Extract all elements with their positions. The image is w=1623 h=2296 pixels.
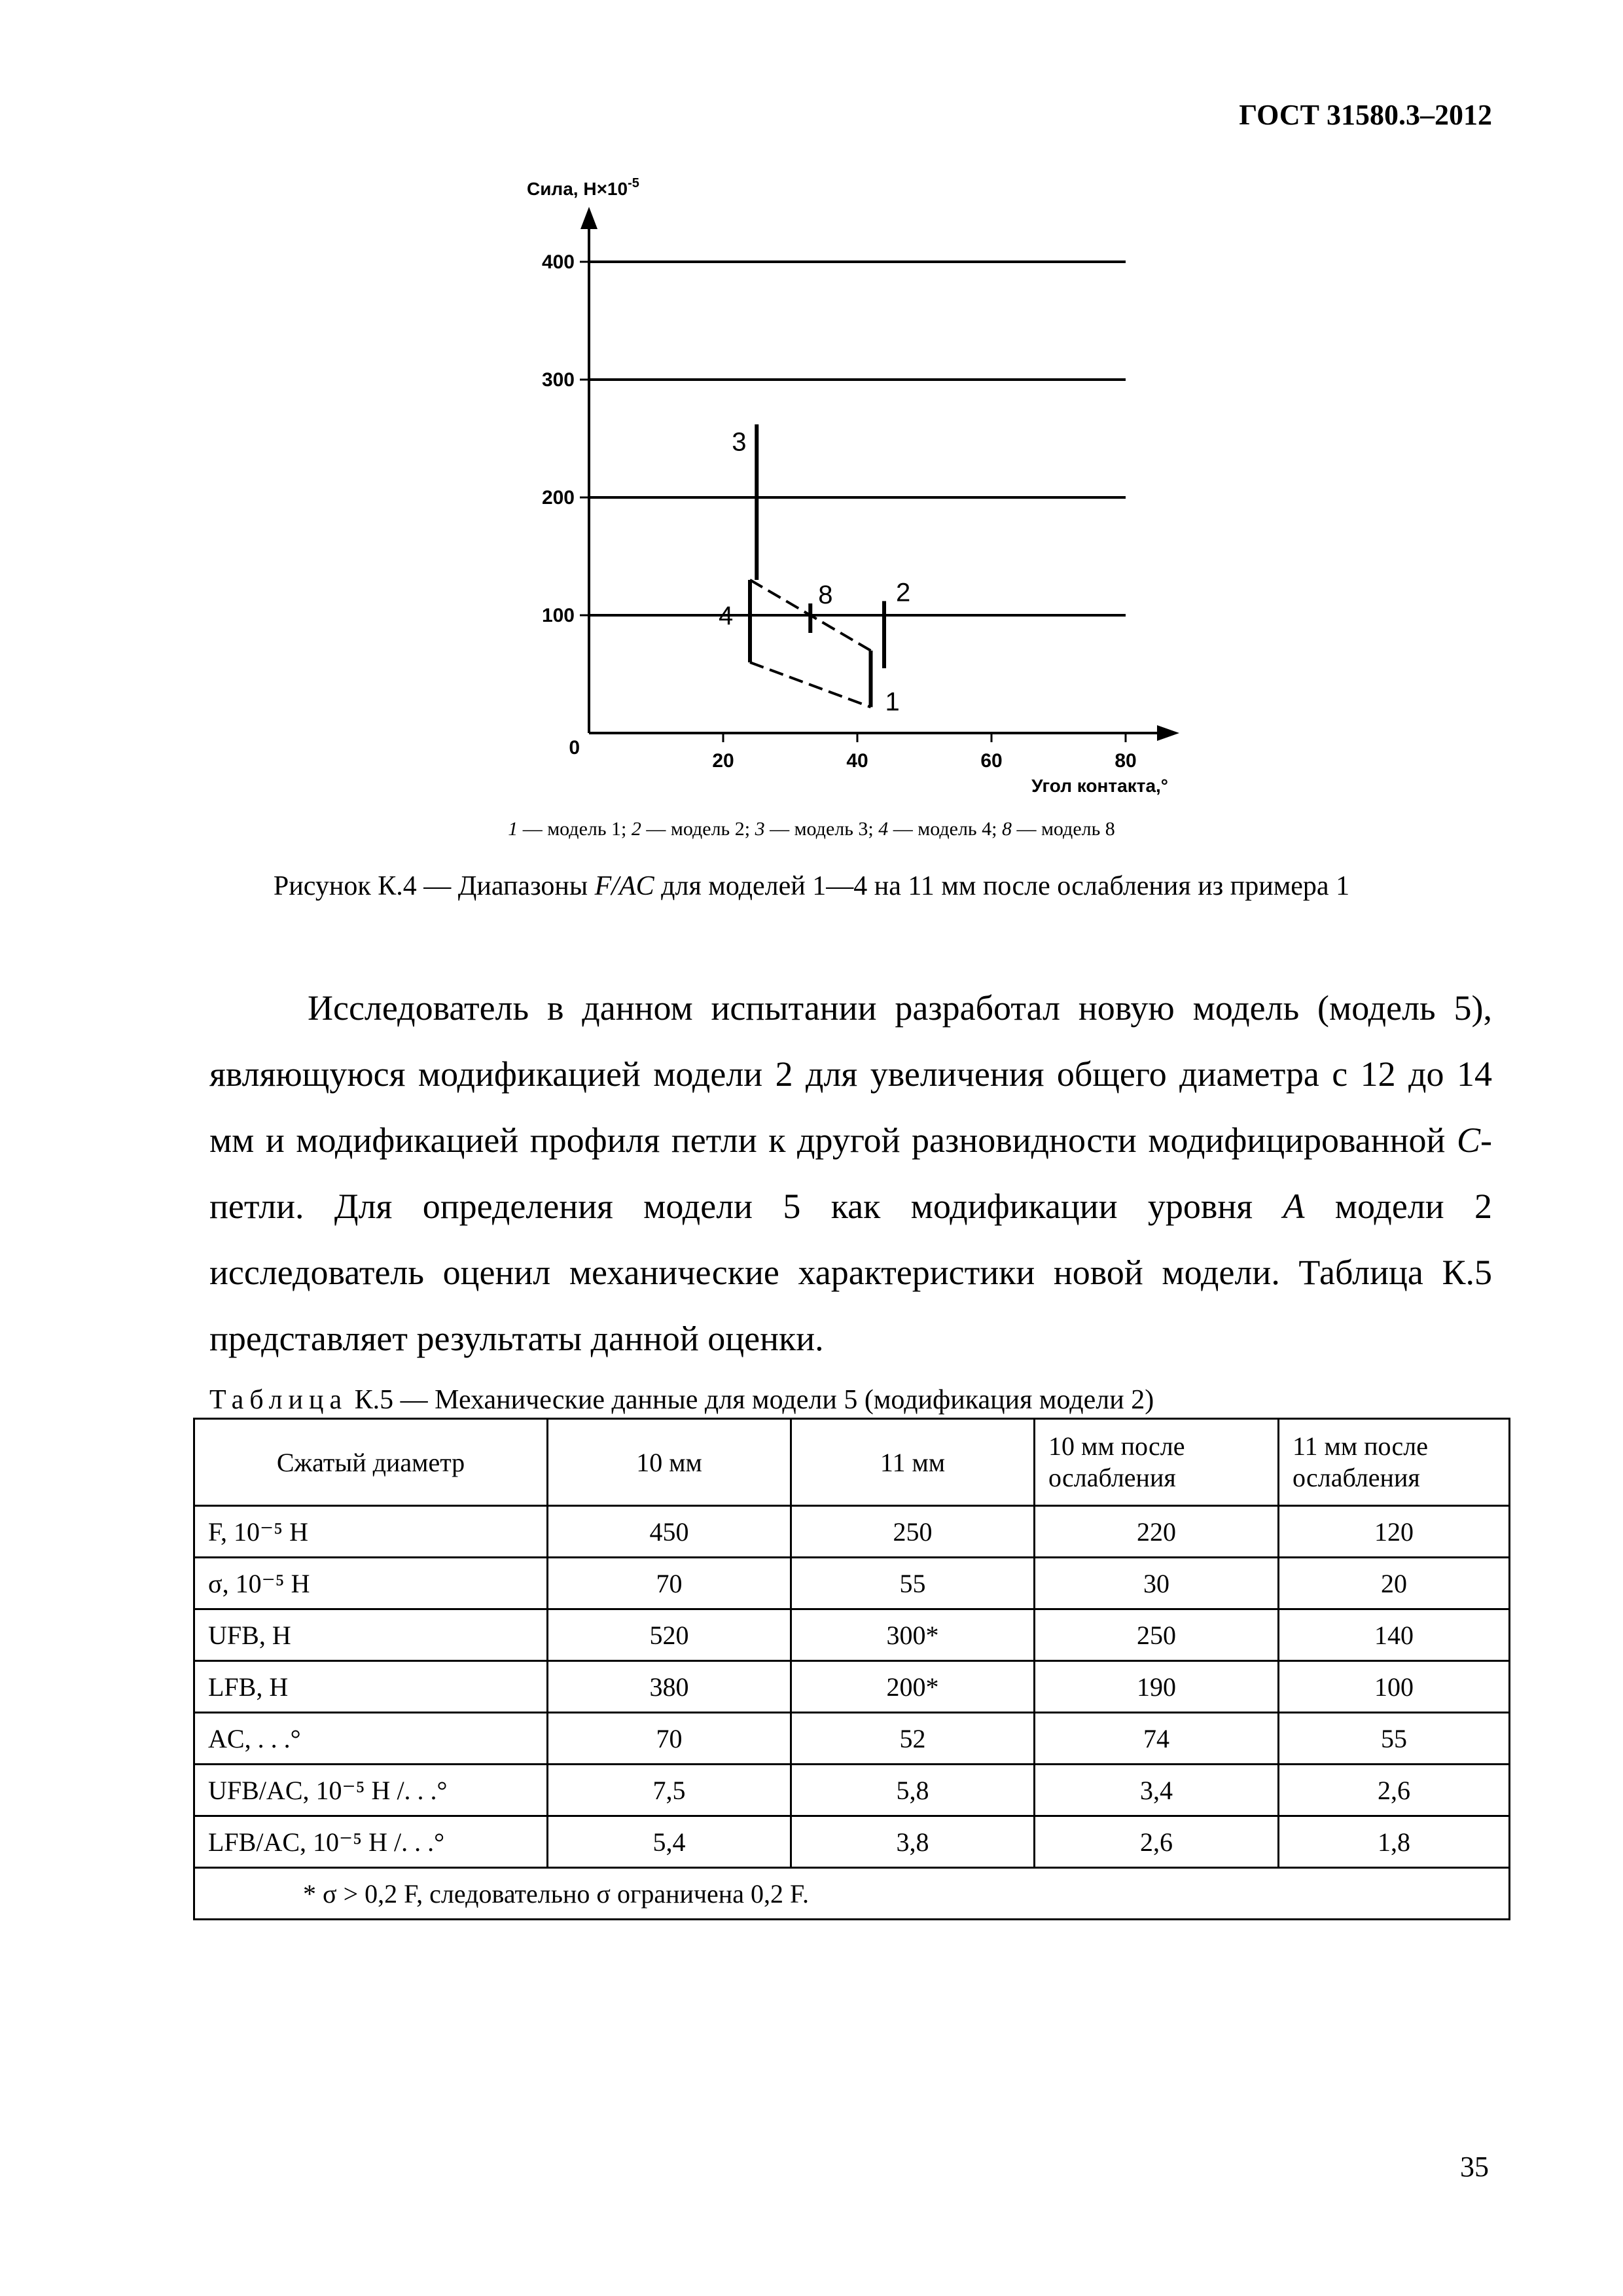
y-axis-label: Сила, $Н\times 10^{-5}$: [527, 176, 639, 199]
y-tick-label: 300: [541, 369, 575, 391]
chart-labels: [527, 176, 1168, 796]
row-label: F, 10⁻⁵ Н: [194, 1506, 548, 1558]
x-tick-label: 20: [712, 750, 734, 772]
table-row: [194, 1558, 1510, 1609]
table-cell: 2,6: [1035, 1816, 1279, 1868]
table-footnote: * σ > 0,2 F, следовательно σ ограничена 0,2 F.: [194, 1868, 1510, 1920]
table-cell: 74: [1035, 1713, 1279, 1765]
table-cell: 30: [1035, 1558, 1279, 1609]
table-cell: 70: [548, 1558, 791, 1609]
range-link: [750, 662, 871, 707]
legend-item-8: 8 — модель 8: [1001, 818, 1115, 840]
table-header: 11 мм: [791, 1419, 1035, 1506]
table-row: [194, 1661, 1510, 1713]
table-cell: 20: [1279, 1558, 1510, 1609]
range-label-3: 3: [732, 427, 747, 457]
row-label: LFB, Н: [194, 1661, 548, 1713]
table-cell: 520: [548, 1609, 791, 1661]
table-cell: 100: [1279, 1661, 1510, 1713]
legend-item-4: 4 — модель 4;: [878, 818, 1002, 840]
table-cell: 1,8: [1279, 1816, 1510, 1868]
table-cell: 450: [548, 1506, 791, 1558]
table-cell: 250: [791, 1506, 1035, 1558]
table-header: Сжатый диаметр: [194, 1419, 548, 1506]
table-cell: 52: [791, 1713, 1035, 1765]
figure-caption: Рисунок К.4 — Диапазоны F/AC для моделей 1—4 на 11 мм после ослабления из примера 1: [273, 871, 1350, 901]
x-tick-label: 60: [980, 750, 1003, 772]
figure-legend: [0, 818, 1623, 840]
table-cell: 2,6: [1279, 1765, 1510, 1816]
chart-svg: [471, 164, 1224, 818]
table-cell: 3,8: [791, 1816, 1035, 1868]
chart-marks: [750, 424, 884, 707]
mechanical-data-table: [193, 1418, 1510, 1920]
table-row: [194, 1713, 1510, 1765]
x-tick-label: 80: [1115, 750, 1137, 772]
table-cell: 380: [548, 1661, 791, 1713]
x-axis-label: Угол контакта,°: [1031, 776, 1168, 796]
table-header: 11 мм после ослабления: [1279, 1419, 1510, 1506]
y-tick-label: 200: [541, 487, 575, 509]
y-axis-arrow: [580, 207, 597, 229]
row-label: LFB/AC, 10⁻⁵ Н /. . .°: [194, 1816, 548, 1868]
x-tick-label: 0: [569, 737, 580, 759]
legend-item-2: 2 — модель 2;: [631, 818, 755, 840]
table-cell: 55: [791, 1558, 1035, 1609]
table-cell: 70: [548, 1713, 791, 1765]
table-cell: 300*: [791, 1609, 1035, 1661]
page-number: 35: [1460, 2151, 1489, 2183]
table-cell: 5,8: [791, 1765, 1035, 1816]
table-cell: 200*: [791, 1661, 1035, 1713]
force-angle-chart: [471, 164, 1224, 818]
table-row: [194, 1609, 1510, 1661]
table-cell: 55: [1279, 1713, 1510, 1765]
table-row: [194, 1506, 1510, 1558]
chart-axes: [580, 207, 1179, 741]
row-label: UFB/AC, 10⁻⁵ Н /. . .°: [194, 1765, 548, 1816]
x-tick-label: 40: [846, 750, 868, 772]
table-cell: 120: [1279, 1506, 1510, 1558]
table-header: 10 мм: [548, 1419, 791, 1506]
table-cell: 250: [1035, 1609, 1279, 1661]
body-paragraph: Исследователь в данном испытании разработал новую модель (модель 5), являющуюся модификацией модели 2 для увеличения общего диаметра с 12 до 14 мм и модификацией профиля петли к другой разновидности модифицированной С-петли. Для определения модели 5 как модификации уровня А модели 2 исследователь оценил механические характеристики новой модели. Таблица К.5 представляет результаты данной оценки.: [209, 988, 1493, 1358]
table-footnote-row: [194, 1868, 1510, 1920]
range-label-4: 4: [719, 601, 734, 630]
range-label-1: 1: [885, 687, 900, 717]
table-title: Таблица К.5 — Механические данные для модели 5 (модификация модели 2): [209, 1385, 1154, 1415]
x-axis-arrow: [1157, 725, 1179, 741]
table-cell: 190: [1035, 1661, 1279, 1713]
chart-ticks: [542, 251, 1137, 772]
table-header-row: [194, 1419, 1510, 1506]
row-label: AC, . . .°: [194, 1713, 548, 1765]
table-cell: 5,4: [548, 1816, 791, 1868]
legend-item-1: 1 — модель 1;: [508, 818, 632, 840]
y-tick-label: 400: [541, 251, 575, 273]
table-header: 10 мм после ослабления: [1035, 1419, 1279, 1506]
table-cell: 220: [1035, 1506, 1279, 1558]
y-tick-label: 100: [541, 605, 575, 626]
row-label: UFB, Н: [194, 1609, 548, 1661]
legend-item-3: 3 — модель 3;: [755, 818, 879, 840]
row-label: σ, 10⁻⁵ Н: [194, 1558, 548, 1609]
table-cell: 140: [1279, 1609, 1510, 1661]
document-id: ГОСТ 31580.3–2012: [1239, 99, 1492, 131]
range-label-2: 2: [896, 578, 911, 607]
table-row: [194, 1765, 1510, 1816]
range-label-8: 8: [818, 581, 833, 609]
table-row: [194, 1816, 1510, 1868]
table-cell: 3,4: [1035, 1765, 1279, 1816]
table-cell: 7,5: [548, 1765, 791, 1816]
chart-grid: [589, 262, 1126, 615]
